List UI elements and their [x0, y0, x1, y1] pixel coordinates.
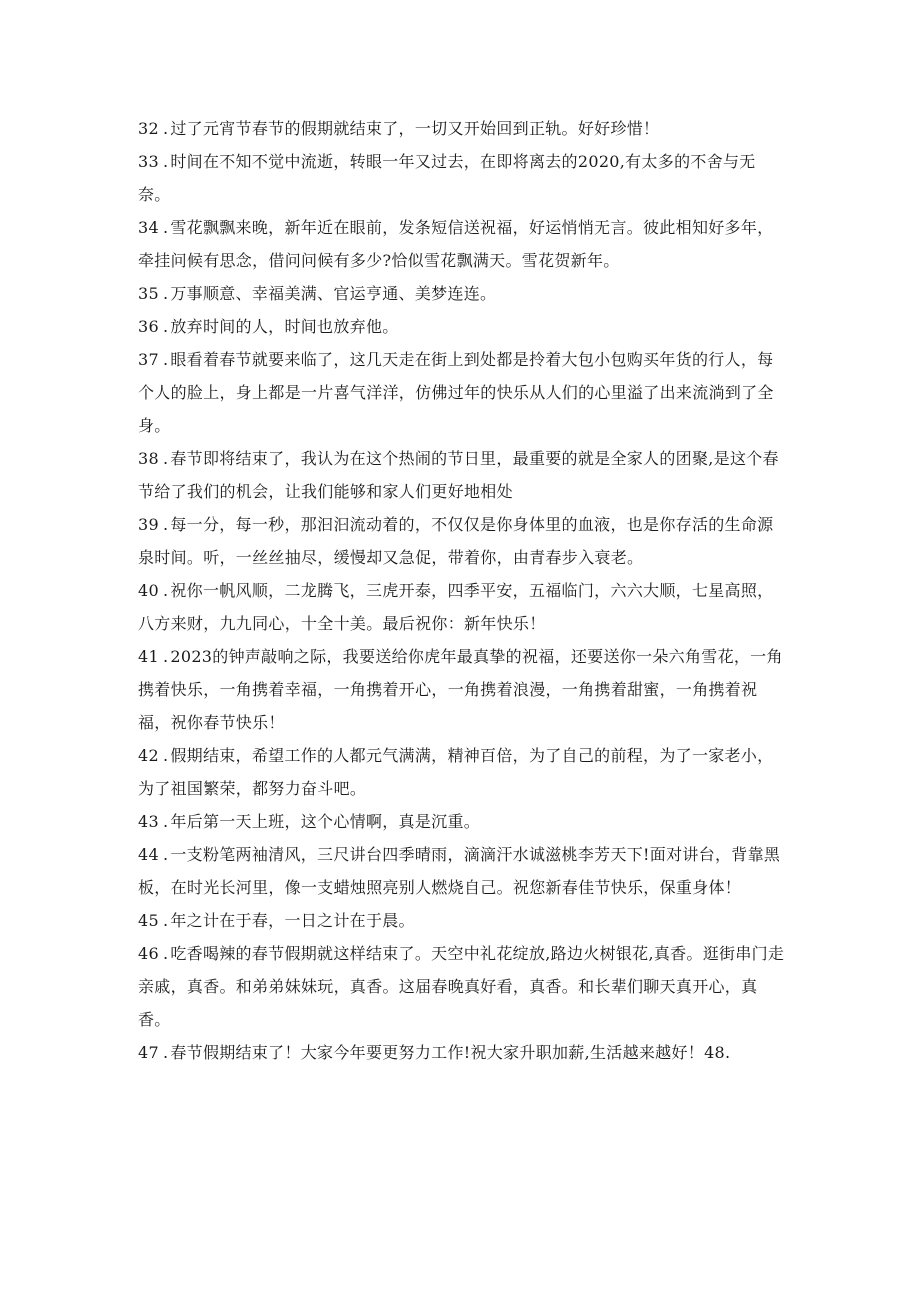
item-separator: .: [162, 119, 169, 138]
item-text: 吃香喝辣的春节假期就这样结束了。天空中礼花绽放,路边火树银花,真香。逛街串门走亲戚，真香。和弟弟妹妹玩，真香。这届春晚真好看，真香。和长辈们聊天真开心，真香。: [138, 944, 785, 1029]
item-text: 过了元宵节春节的假期就结束了，一切又开始回到正轨。好好珍惜！: [170, 119, 660, 138]
list-item: [138, 310, 788, 343]
item-separator: .: [162, 845, 169, 864]
list-item: [138, 343, 788, 442]
item-text: 假期结束，希望工作的人都元气满满，精神百倍，为了自己的前程，为了一家老小，为了祖国繁荣，都努力奋斗吧。: [138, 746, 774, 798]
item-number: 37: [138, 350, 159, 369]
item-text: 每一分，每一秒，那汩汩流动着的，不仅仅是你身体里的血液，也是你存活的生命源泉时间。听，一丝丝抽尽，缓慢却又急促，带着你，由青春步入衰老。: [138, 515, 774, 567]
item-number: 41: [138, 647, 159, 666]
item-text: 时间在不知不觉中流逝，转眼一年又过去，在即将离去的2020,有太多的不舍与无奈。: [138, 152, 756, 204]
item-number: 39: [138, 515, 159, 534]
item-separator: .: [162, 746, 169, 765]
item-separator: .: [162, 812, 169, 831]
item-number: 46: [138, 944, 159, 963]
item-number: 33: [138, 152, 159, 171]
list-item: [138, 112, 788, 145]
list-item: [138, 442, 788, 508]
item-text: 放弃时间的人，时间也放弃他。: [170, 317, 399, 336]
list-item: [138, 838, 788, 904]
item-number: 43: [138, 812, 159, 831]
item-separator: .: [162, 581, 169, 600]
item-text: 年后第一天上班，这个心情啊，真是沉重。: [170, 812, 481, 831]
item-separator: .: [162, 449, 169, 468]
item-number: 38: [138, 449, 159, 468]
list-item: [138, 508, 788, 574]
item-text: 万事顺意、幸福美满、官运亨通、美梦连连。: [170, 284, 497, 303]
item-text: 眼看着春节就要来临了，这几天走在街上到处都是拎着大包小包购买年货的行人，每个人的脸上，身上都是一片喜气洋洋，仿佛过年的快乐从人们的心里溢了出来流淌到了全身。: [138, 350, 774, 435]
item-text: 祝你一帆风顺，二龙腾飞，三虎开泰，四季平安，五福临门，六六大顺，七星高照，八方来财，九九同心，十全十美。最后祝你：新年快乐！: [138, 581, 774, 633]
item-separator: .: [162, 218, 169, 237]
item-number: 44: [138, 845, 159, 864]
list-item: [138, 937, 788, 1036]
item-separator: .: [162, 1043, 169, 1062]
list-item: [138, 211, 788, 277]
item-text: 春节即将结束了，我认为在这个热闹的节日里，最重要的就是全家人的团聚,是这个春节给了我们的机会，让我们能够和家人们更好地相处: [138, 449, 779, 501]
item-separator: .: [162, 515, 169, 534]
list-item: [138, 145, 788, 211]
item-number: 42: [138, 746, 159, 765]
item-separator: .: [162, 284, 169, 303]
item-separator: .: [162, 911, 169, 930]
list-item: [138, 739, 788, 805]
item-text: 春节假期结束了！大家今年要更努力工作!祝大家升职加薪,生活越来越好！48.: [170, 1043, 731, 1062]
item-text: 一支粉笔两袖清风，三尺讲台四季晴雨，滴滴汗水诚滋桃李芳天下!面对讲台，背靠黑板，在时光长河里，像一支蜡烛照亮别人燃烧自己。祝您新春佳节快乐，保重身体！: [138, 845, 781, 897]
item-separator: .: [162, 152, 169, 171]
list-item: [138, 904, 788, 937]
item-number: 47: [138, 1043, 159, 1062]
item-number: 34: [138, 218, 159, 237]
item-separator: .: [162, 647, 169, 666]
item-separator: .: [162, 350, 169, 369]
list-item: [138, 640, 788, 739]
item-number: 45: [138, 911, 159, 930]
item-number: 40: [138, 581, 159, 600]
list-item: [138, 805, 788, 838]
item-separator: .: [162, 944, 169, 963]
document-body: [138, 112, 788, 1069]
list-item: [138, 574, 788, 640]
item-number: 35: [138, 284, 159, 303]
item-number: 32: [138, 119, 159, 138]
list-item: [138, 1036, 788, 1069]
item-text: 2023的钟声敲响之际，我要送给你虎年最真挚的祝福，还要送你一朵六角雪花，一角携着快乐，一角携着幸福，一角携着开心，一角携着浪漫，一角携着甜蜜，一角携着祝福，祝你春节快乐！: [138, 647, 783, 732]
item-number: 36: [138, 317, 159, 336]
item-separator: .: [162, 317, 169, 336]
item-text: 年之计在于春，一日之计在于晨。: [170, 911, 415, 930]
list-item: [138, 277, 788, 310]
item-text: 雪花飘飘来晚，新年近在眼前，发条短信送祝福，好运悄悄无言。彼此相知好多年，牵挂问候有思念，借问问候有多少?恰似雪花飘满天。雪花贺新年。: [138, 218, 774, 270]
